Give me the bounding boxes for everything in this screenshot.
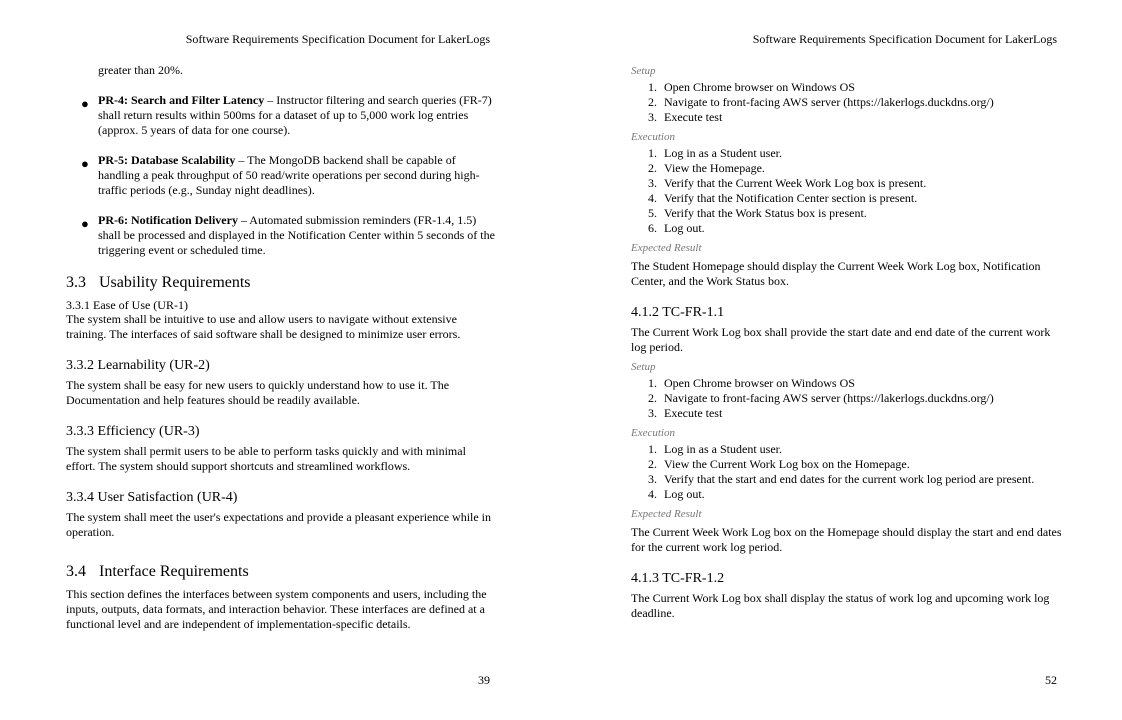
subsection-heading: 3.3.2 Learnability (UR-2) — [66, 358, 210, 373]
paragraph: This section defines the interfaces between system components and users, including the inputs, outputs, data formats, and interaction behavior. These interfaces are defined at a functional level and are independent of implementation-specific details. — [66, 587, 487, 631]
expected-label: Expected Result — [631, 242, 702, 254]
paragraph: The system shall meet the user's expectations and provide a pleasant experience while in operation. — [66, 510, 492, 539]
bullet-item — [66, 153, 496, 198]
list-item: 3. Verify that the Current Week Work Log box is present. — [648, 176, 927, 190]
subsection-heading: 3.3.3 Efficiency (UR-3) — [66, 424, 200, 439]
page-header: Software Requirements Specification Document for LakerLogs — [185, 32, 490, 46]
bullet-label: PR-4: Search and Filter Latency — [98, 93, 265, 107]
bullet-item — [66, 213, 496, 258]
bullet-text: – Automated submission reminders (FR-1.4, 1.5) shall be processed and displayed in the Notification Center within 5 seconds of the triggering event or scheduled time. — [98, 213, 495, 257]
list-item: 1. Log in as a Student user. — [648, 146, 782, 160]
page-header: Software Requirements Specification Document for LakerLogs — [752, 32, 1057, 46]
list-item: 3. Execute test — [648, 110, 723, 124]
subsection-heading: 3.3.4 User Satisfaction (UR-4) — [66, 490, 238, 505]
expected-result: The Current Week Work Log box on the Homepage should display the start and end dates for the current work log period. — [631, 525, 1062, 554]
list-item: 4. Verify that the Notification Center section is present. — [648, 191, 918, 205]
page-content — [631, 64, 1063, 621]
list-item: 5. Verify that the Work Status box is present. — [648, 206, 867, 220]
section-heading — [66, 273, 496, 293]
page-right — [561, 0, 1122, 720]
list-item: 2. View the Homepage. — [648, 161, 765, 175]
execution-list — [631, 146, 1063, 236]
section-number: 3.4 — [66, 563, 86, 580]
bullet-label: PR-5: Database Scalability — [98, 153, 236, 167]
list-item: 3. Verify that the start and end dates for the current work log period are present. — [648, 472, 1035, 486]
setup-label: Setup — [631, 65, 656, 77]
bullet-icon: ● — [81, 156, 89, 171]
bullet-text: – The MongoDB backend shall be capable of handling a peak throughput of 50 read/write operations per second during high-traffic periods (e.g., Sunday night deadlines). — [98, 153, 480, 197]
execution-label: Execution — [631, 427, 675, 439]
continued-text: greater than 20%. — [98, 63, 183, 77]
test-case-description: The Current Work Log box shall provide the start date and end date of the current work log period. — [631, 325, 1051, 354]
bullet-text: – Instructor filtering and search queries (FR-7) shall return results within 500ms for a dataset of up to 5,000 work log entries (approx. 5 years of data for one course). — [98, 93, 492, 137]
section-title: Interface Requirements — [99, 563, 249, 580]
test-case-heading: 4.1.3 TC-FR-1.2 — [631, 571, 725, 586]
setup-list — [631, 80, 1063, 125]
expected-result: The Student Homepage should display the Current Week Work Log box, Notification Center, and the Work Status box. — [631, 259, 1041, 288]
paragraph: The system shall be easy for new users to quickly understand how to use it. The Documentation and help features should be readily available. — [66, 378, 450, 407]
execution-list — [631, 442, 1063, 502]
setup-list — [631, 376, 1063, 421]
list-item: 4. Log out. — [648, 487, 705, 501]
list-item: 2. Navigate to front-facing AWS server (https://lakerlogs.duckdns.org/) — [648, 95, 994, 109]
bullet-item — [66, 93, 496, 138]
subsection-heading: 3.3.1 Ease of Use (UR-1) — [66, 298, 188, 312]
setup-label: Setup — [631, 361, 656, 373]
list-item: 1. Open Chrome browser on Windows OS — [648, 376, 855, 390]
section-number: 3.3 — [66, 274, 86, 291]
section-title: Usability Requirements — [99, 274, 251, 291]
list-item: 2. Navigate to front-facing AWS server (https://lakerlogs.duckdns.org/) — [648, 391, 994, 405]
list-item: 1. Open Chrome browser on Windows OS — [648, 80, 855, 94]
paragraph: The system shall permit users to be able to perform tasks quickly and with minimal effort. The system should support shortcuts and streamlined workflows. — [66, 444, 466, 473]
bullet-label: PR-6: Notification Delivery — [98, 213, 238, 227]
list-item: 6. Log out. — [648, 221, 705, 235]
section-heading — [66, 562, 496, 582]
bullet-icon: ● — [81, 216, 89, 231]
page-number: 52 — [1045, 673, 1057, 687]
list-item: 3. Execute test — [648, 406, 723, 420]
page-number: 39 — [478, 673, 490, 687]
paragraph: The system shall be intuitive to use and allow users to navigate without extensive training. The interfaces of said software shall be designed to minimize user errors. — [66, 312, 461, 341]
test-case-description: The Current Work Log box shall display the status of work log and upcoming work log deadline. — [631, 591, 1050, 620]
execution-label: Execution — [631, 131, 675, 143]
page-content — [66, 63, 496, 632]
test-case-heading: 4.1.2 TC-FR-1.1 — [631, 305, 725, 320]
list-item: 2. View the Current Work Log box on the Homepage. — [648, 457, 910, 471]
expected-label: Expected Result — [631, 508, 702, 520]
list-item: 1. Log in as a Student user. — [648, 442, 782, 456]
bullet-icon: ● — [81, 96, 89, 111]
